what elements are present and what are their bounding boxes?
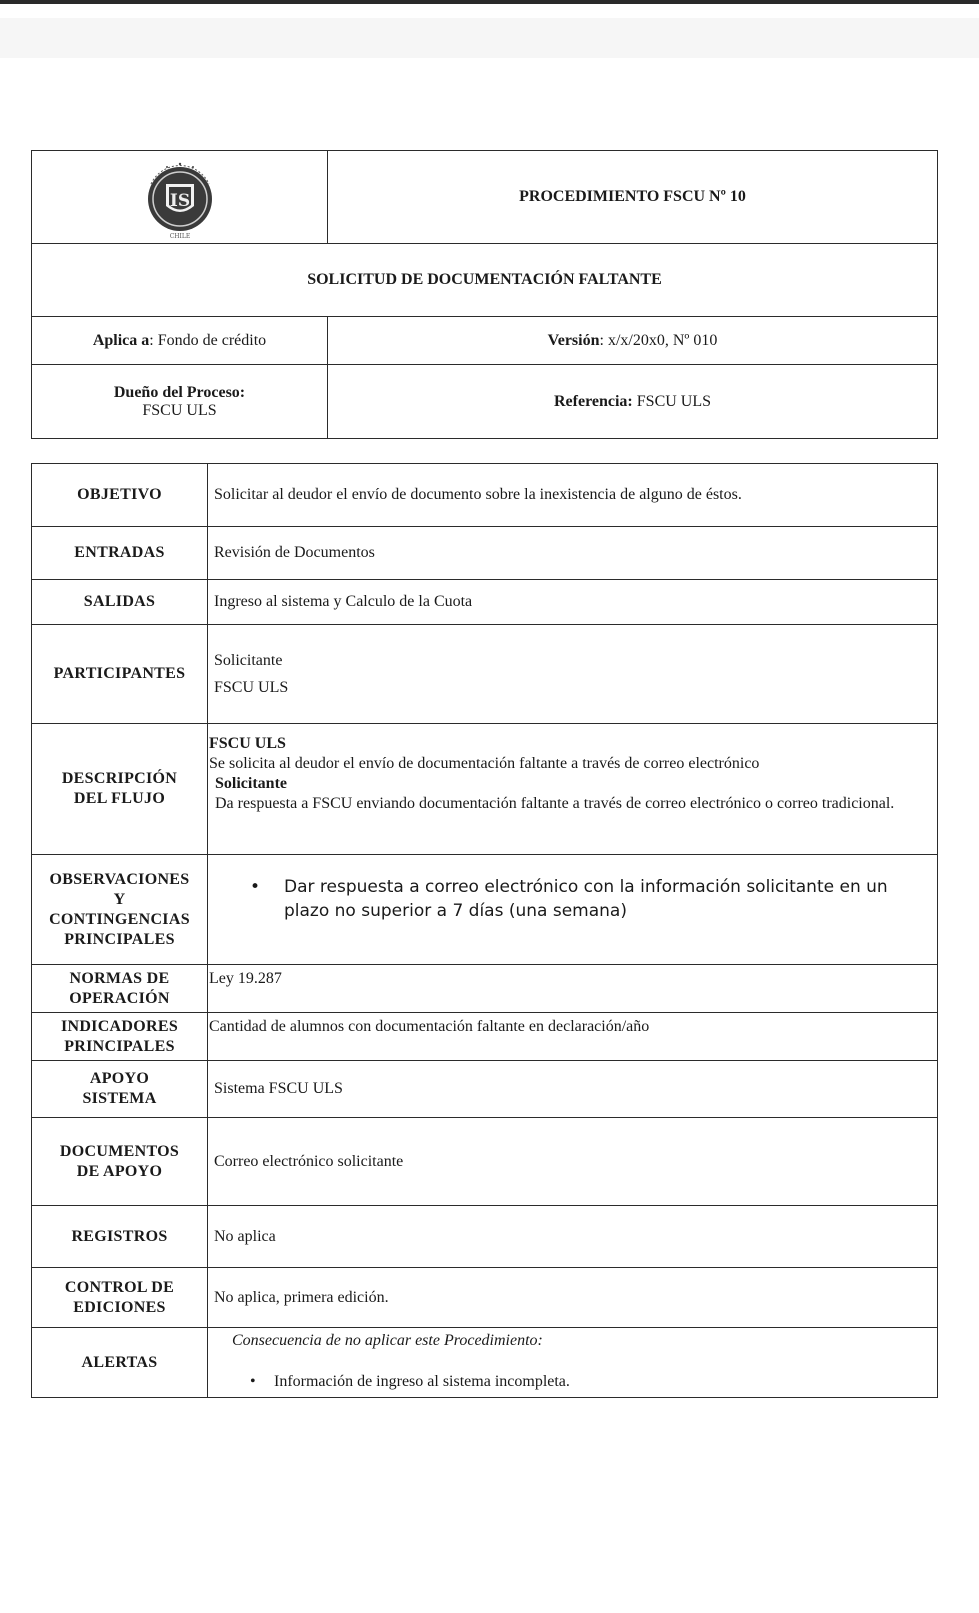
observaciones-label-line2: Y — [113, 890, 126, 908]
owner-value: FSCU ULS — [142, 401, 217, 419]
participantes-value — [208, 625, 938, 724]
normas-label-line1: NORMAS DE — [69, 969, 170, 987]
observaciones-label-line4: PRINCIPALES — [64, 930, 175, 948]
reference-cell — [328, 365, 938, 439]
applies-to-label: Aplica a — [92, 331, 150, 349]
participant-2: FSCU ULS — [214, 679, 289, 696]
participantes-label: PARTICIPANTES — [32, 625, 208, 724]
descripcion-value — [208, 724, 938, 855]
observaciones-list — [214, 875, 933, 923]
bullet-icon: • — [250, 877, 261, 897]
university-seal-icon — [135, 154, 225, 240]
apoyo-sistema-label-line1: APOYO — [89, 1070, 150, 1087]
procedure-details-table — [31, 463, 938, 1398]
table-row — [32, 724, 938, 855]
indicadores-label-line1: INDICADORES — [60, 1017, 179, 1035]
table-row — [32, 855, 938, 965]
version-value: : x/x/20x0, Nº 010 — [599, 331, 718, 349]
descripcion-label — [32, 724, 208, 855]
alertas-value — [208, 1328, 938, 1398]
salidas-label: SALIDAS — [32, 580, 208, 625]
logo-cell — [32, 151, 328, 244]
alertas-list — [214, 1372, 933, 1392]
normas-value: Ley 19.287 — [208, 965, 938, 1013]
svg-text:CHILE: CHILE — [169, 233, 190, 240]
applies-to-value: : Fondo de crédito — [149, 331, 267, 349]
observaciones-label-line3: CONTINGENCIAS — [49, 910, 190, 928]
documentos-label-line2: DE APOYO — [76, 1162, 163, 1180]
apoyo-sistema-label-line2: SISTEMA — [82, 1090, 157, 1107]
apoyo-sistema-value: Sistema FSCU ULS — [208, 1061, 938, 1118]
table-row — [32, 1328, 938, 1398]
indicadores-value: Cantidad de alumnos con documentación faltante en declaración/año — [208, 1013, 938, 1061]
flow-actor-fscu: FSCU ULS — [209, 735, 286, 752]
list-item — [214, 1372, 933, 1392]
apoyo-sistema-label — [32, 1061, 208, 1118]
procedure-subtitle: SOLICITUD DE DOCUMENTACIÓN FALTANTE — [32, 244, 938, 317]
objetivo-value: Solicitar al deudor el envío de documento sobre la inexistencia de alguno de éstos. — [208, 464, 938, 527]
alertas-text: Información de ingreso al sistema incompleta. — [274, 1373, 570, 1390]
owner-cell — [32, 365, 328, 439]
control-label — [32, 1268, 208, 1328]
reference-value: FSCU ULS — [632, 392, 712, 410]
reference-label: Referencia: — [553, 392, 633, 410]
flow-actor-solicitante: Solicitante — [215, 775, 287, 792]
scan-haze — [0, 18, 979, 58]
table-row — [32, 527, 938, 580]
normas-label-line2: OPERACIÓN — [69, 989, 170, 1007]
table-row — [32, 464, 938, 527]
descripcion-label-line2: DEL FLUJO — [73, 790, 166, 807]
normas-label — [32, 965, 208, 1013]
procedure-title: PROCEDIMIENTO FSCU Nº 10 — [328, 151, 938, 244]
table-row — [32, 965, 938, 1013]
indicadores-label — [32, 1013, 208, 1061]
version-cell — [328, 317, 938, 365]
list-item — [214, 875, 925, 923]
registros-label: REGISTROS — [32, 1206, 208, 1268]
alertas-intro: Consecuencia de no aplicar este Procedimiento: — [232, 1332, 543, 1349]
version-label: Versión — [547, 331, 600, 349]
control-value: No aplica, primera edición. — [208, 1268, 938, 1328]
observaciones-label-line1: OBSERVACIONES — [49, 870, 190, 888]
scan-top-edge — [0, 0, 979, 4]
observaciones-text: Dar respuesta a correo electrónico con la información solicitante en un plazo no superior a 7 días (una semana) — [284, 877, 888, 921]
owner-label: Dueño del Proceso: — [113, 383, 246, 401]
alertas-label: ALERTAS — [32, 1328, 208, 1398]
table-row — [32, 580, 938, 625]
svg-text:IS: IS — [169, 191, 190, 211]
table-row — [32, 1268, 938, 1328]
documentos-value: Correo electrónico solicitante — [208, 1118, 938, 1206]
control-label-line1: CONTROL DE — [64, 1278, 175, 1296]
control-label-line2: EDICIONES — [73, 1298, 166, 1316]
documentos-label — [32, 1118, 208, 1206]
objetivo-label: OBJETIVO — [32, 464, 208, 527]
table-row — [32, 1118, 938, 1206]
header-table — [31, 150, 938, 439]
table-row — [32, 625, 938, 724]
descripcion-label-line1: DESCRIPCIÓN — [61, 770, 178, 787]
documentos-label-line1: DOCUMENTOS — [59, 1142, 180, 1160]
participant-1: Solicitante — [214, 652, 283, 669]
table-row — [32, 1013, 938, 1061]
registros-value: No aplica — [208, 1206, 938, 1268]
table-row — [32, 1206, 938, 1268]
observaciones-value — [208, 855, 938, 965]
entradas-label: ENTRADAS — [32, 527, 208, 580]
entradas-value: Revisión de Documentos — [208, 527, 938, 580]
observaciones-label — [32, 855, 208, 965]
indicadores-label-line2: PRINCIPALES — [64, 1037, 175, 1055]
applies-to-cell — [32, 317, 328, 365]
flow-step-fscu: Se solicita al deudor el envío de documentación faltante a través de correo electrónico — [209, 755, 760, 772]
bullet-icon: • — [250, 1373, 256, 1390]
salidas-value: Ingreso al sistema y Calculo de la Cuota — [208, 580, 938, 625]
flow-step-solicitante: Da respuesta a FSCU enviando documentación faltante a través de correo electrónico o correo tradicional. — [215, 795, 895, 812]
table-row — [32, 1061, 938, 1118]
